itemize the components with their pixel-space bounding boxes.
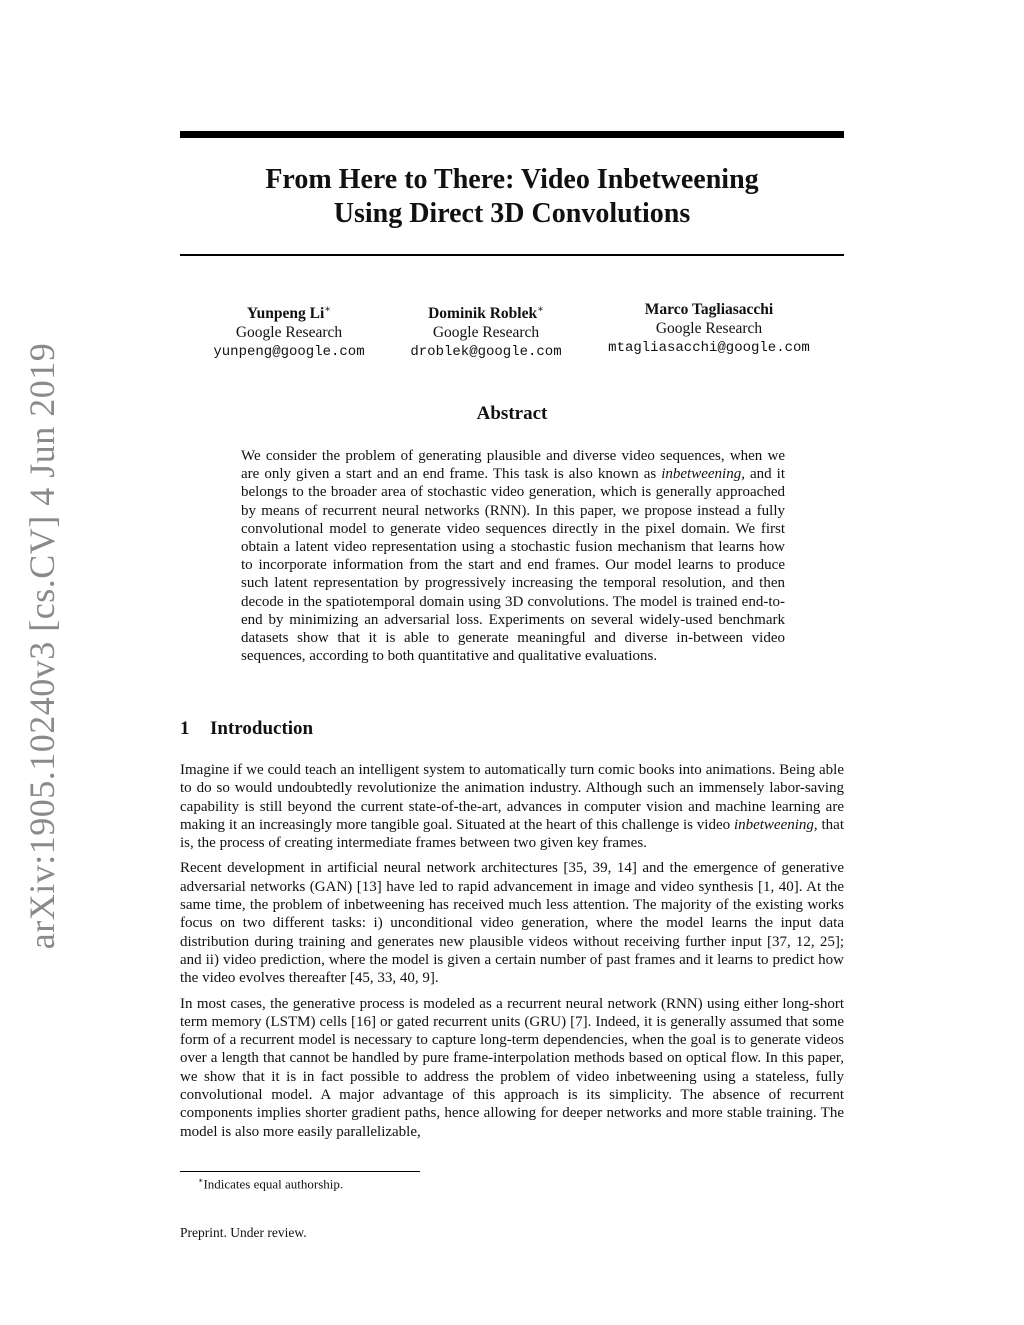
arxiv-identifier: arXiv:1905.10240v3 [cs.CV] 4 Jun 2019	[22, 342, 62, 950]
abstract-text: We consider the problem of generating plausible and diverse video sequences, when we are only given a start and an end frame. This task is also known as inbetweening, and it belongs to the broader area of stochastic video generation, which is generally approached by means of recurrent neural networks (RNN). In this paper, we propose instead a fully convolutional model to generate video sequences directly in the pixel domain. We first obtain a latent video representation using a stochastic fusion mechanism that learns how to incorporate information from the start and end frames. Our model learns to produce such latent representation by progressively increasing the temporal resolution, and then decode in the spatiotemporal domain using 3D convolutions. The model is trained end-to-end by minimizing an adversarial loss. Experiments on several widely-used benchmark datasets show that it is able to generate meaningful and diverse in-between video sequences, according to both quantitative and qualitative evaluations.	[241, 448, 785, 665]
footnote-text: Indicates equal authorship.	[203, 1176, 344, 1192]
introduction-body	[180, 761, 844, 1148]
author-mark: ∗	[324, 304, 332, 315]
paragraph-1: Imagine if we could teach an intelligent system to automatically turn comic books into animations. Being able to do so would undoubtedly revolutionize the animation industry. Although such an immensely labor-saving capability is still beyond the current state-of-the-art, advances in computer vision and machine learning are making it an increasingly more tangible goal. Situated at the heart of this challenge is video inbetweening, that is, the process of creating intermediate frames between two given key frames.	[180, 762, 844, 852]
footnote-mark: ∗	[198, 1176, 204, 1185]
footnote-rule	[180, 1171, 420, 1172]
footnote	[198, 1176, 343, 1192]
paragraph-italic-term: inbetweening	[733, 816, 814, 833]
author-affiliation: Google Research	[655, 320, 763, 337]
author-3	[608, 300, 810, 358]
title-top-rule	[180, 131, 844, 138]
abstract-heading: Abstract	[476, 403, 548, 424]
abstract-italic-term: inbetweening	[661, 466, 742, 483]
paper-title	[180, 163, 844, 231]
title-line-2: Using Direct 3D Convolutions	[333, 198, 691, 229]
author-mark: ∗	[537, 304, 544, 315]
author-affiliation: Google Research	[432, 324, 540, 342]
section-title: Introduction	[210, 718, 314, 739]
author-block	[180, 300, 844, 360]
section-heading	[180, 718, 313, 740]
author-name: Marco Tagliasacchi	[644, 301, 774, 318]
author-email: droblek@google.com	[410, 344, 562, 361]
paragraph-2: Recent development in artificial neural network architectures [35, 39, 14] and the emergence of generative adversarial networks (GAN) [13] have led to rapid advancement in image and video synthesis [1, 40]. At the same time, the problem of inbetweening has received much less attention. The majority of the existing works focus on two different tasks: i) unconditional video generation, where the model learns the input data distribution during training and generates new plausible videos without receiving further input [37, 12, 25]; and ii) video prediction, where the model is given a certain number of past frames and it learns to predict how the video evolves thereafter [45, 33, 40, 9].	[180, 860, 844, 987]
title-line-1: From Here to There: Video Inbetweening	[265, 164, 759, 195]
section-number: 1	[180, 718, 190, 739]
title-bottom-rule	[180, 254, 844, 256]
author-name: Dominik Roblek	[428, 305, 538, 323]
author-affiliation: Google Research	[235, 324, 343, 342]
paragraph-3: In most cases, the generative process is modeled as a recurrent neural network (RNN) using either long-short term memory (LSTM) cells [16] or gated recurrent units (GRU) [7]. Indeed, it is generally assumed that some form of a recurrent model is necessary to capture long-term dependencies, when the goal is to generate videos over a length that cannot be handled by pure frame-interpolation methods based on optical flow. In this paper, we show that it is in fact possible to address the problem of video inbetweening using a stateless, fully convolutional model. A major advantage of this approach is its simplicity. The absence of recurrent components implies shorter gradient paths, hence allowing for deeper networks and more stable training. The model is also more easily parallelizable,	[180, 995, 844, 1140]
author-2	[410, 300, 561, 362]
author-name: Yunpeng Li	[246, 305, 325, 323]
author-email: yunpeng@google.com	[213, 344, 365, 361]
author-1	[213, 300, 364, 362]
preprint-footer: Preprint. Under review.	[180, 1225, 307, 1240]
author-email: mtagliasacchi@google.com	[608, 340, 810, 356]
